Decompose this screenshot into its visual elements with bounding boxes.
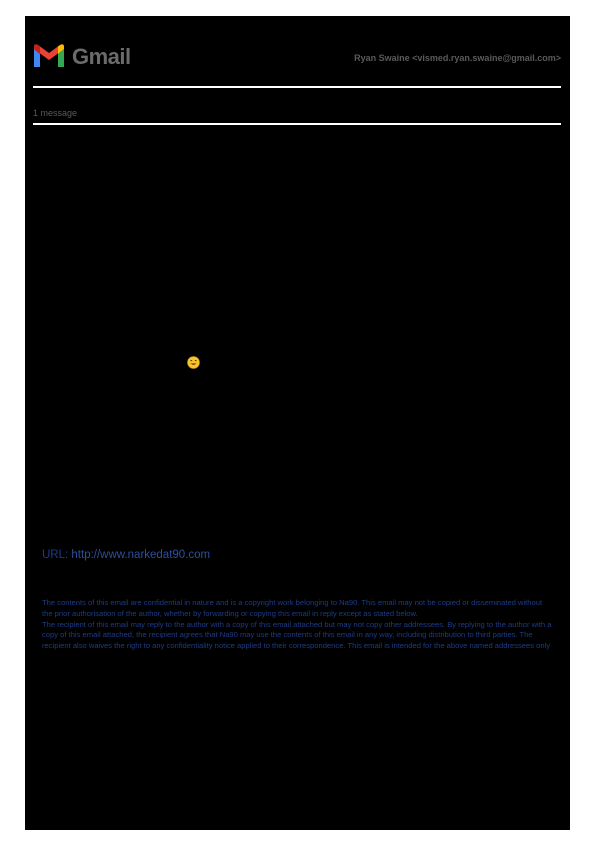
disclaimer-paragraph-1: The contents of this email are confidential in nature and is a copyright work belonging to Na90. This email may not be copied or disseminated without the prior authorisation of the author, whether by forwarding or copying this email in reply except as stated below. (42, 598, 543, 618)
message-count: 1 message (33, 108, 78, 118)
account-name-email: Ryan Swaine <vismed.ryan.swaine@gmail.com> (354, 53, 561, 63)
url-label: URL: (42, 549, 69, 561)
signature-url (42, 549, 210, 561)
thread-divider (33, 123, 561, 125)
email-print-page (25, 16, 570, 830)
disclaimer-paragraph-2: The recipient of this email may reply to the author with a copy of this email attached but may not copy other addressees. By replying to the author with a copy of this email attached, the recipient agrees that Na90 may use the contents of this email in any way, including distribution to third parties. The recipient also waives the right to any confidentiality notice applied to their correspondence. This email is intended for the above named addressees only (42, 619, 552, 651)
website-link[interactable]: http://www.narkedat90.com (71, 549, 211, 561)
smiling-face-icon (187, 356, 200, 369)
confidentiality-disclaimer (42, 598, 554, 652)
gmail-logo-icon (32, 43, 66, 69)
header-divider (33, 86, 561, 88)
gmail-wordmark: Gmail (72, 44, 131, 69)
